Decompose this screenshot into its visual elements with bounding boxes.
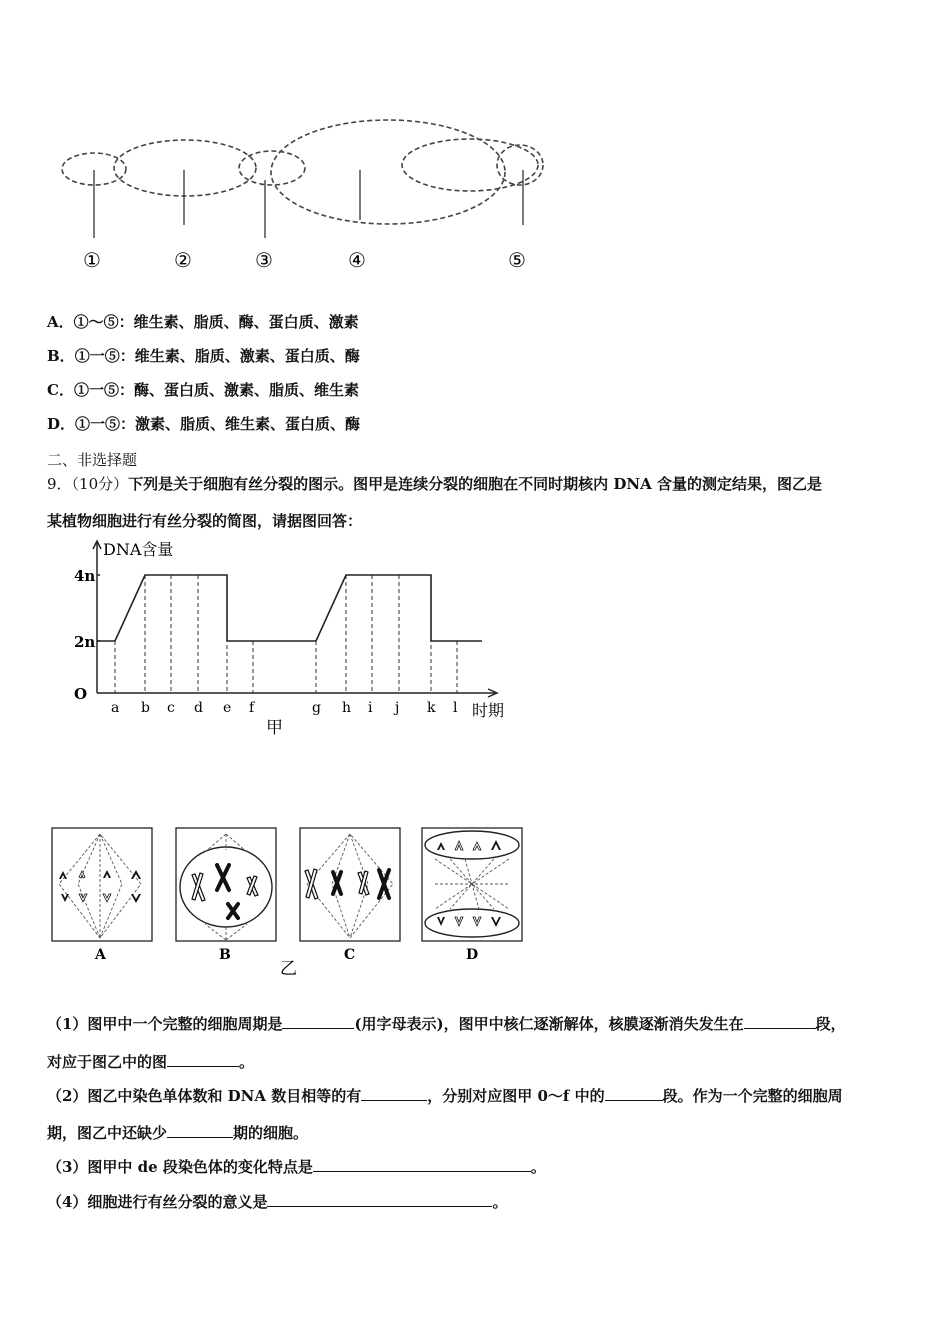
- option-a-letter: A．: [47, 313, 74, 331]
- option-b-letter: B．: [47, 347, 75, 365]
- x-tick-e: e: [223, 700, 232, 716]
- q9-score: （10分）: [71, 475, 129, 493]
- panel-d-label: D: [466, 947, 479, 963]
- q9-line1: [47, 473, 822, 494]
- panel-a: [52, 828, 152, 963]
- option-d-letter: D．: [47, 415, 76, 433]
- mitosis-figure: [45, 822, 535, 982]
- x-tick-b: b: [141, 700, 150, 716]
- x-tick-g: g: [312, 700, 321, 716]
- venn-label-4: ④: [348, 248, 366, 272]
- blank-2-figures[interactable]: [361, 1086, 427, 1101]
- subq-1-line1: [47, 1013, 846, 1034]
- series-dna-line: [97, 575, 482, 641]
- blank-1-cycle[interactable]: [282, 1014, 354, 1029]
- dna-content-chart: [70, 535, 530, 750]
- x-axis-label: 时期: [472, 701, 505, 720]
- q9-number: 9．: [47, 475, 72, 493]
- subq-2-line2: [47, 1122, 308, 1143]
- subq-1-text-c: 段，: [815, 1015, 846, 1033]
- subq-3-text-a: （3）图甲中 de 段染色体的变化特点是: [47, 1158, 313, 1176]
- option-d[interactable]: [47, 413, 360, 434]
- subq-2-line1: [47, 1085, 843, 1106]
- venn-label-3: ③: [255, 248, 273, 272]
- x-tick-j: j: [395, 700, 400, 716]
- subq-2-text-b: ，分别对应图甲 0～f 中的: [427, 1087, 605, 1105]
- panel-a-label: A: [95, 947, 106, 963]
- panel-c-label: C: [344, 947, 356, 963]
- ellipse-4: [271, 120, 505, 224]
- subq-1-text-e: 。: [239, 1053, 255, 1071]
- panel-b: [176, 828, 276, 963]
- option-c[interactable]: [47, 379, 359, 400]
- blank-3-features[interactable]: [313, 1157, 531, 1172]
- subq-2-text-c: 段。作为一个完整的细胞周: [662, 1087, 843, 1105]
- venn-label-1: ①: [83, 248, 101, 272]
- x-tick-d: d: [194, 700, 203, 716]
- venn-label-2: ②: [174, 248, 192, 272]
- x-tick-a: a: [111, 700, 120, 716]
- q9-line2: 某植物细胞进行有丝分裂的简图，请据图回答：: [47, 512, 363, 530]
- option-c-text: ①一⑤：酶、蛋白质、激素、脂质、维生素: [73, 381, 359, 399]
- ellipse-5b: [497, 145, 543, 185]
- subq-2-text-d: 期，图乙中还缺少: [47, 1124, 168, 1142]
- x-tick-i: i: [368, 700, 373, 716]
- subq-3-text-b: 。: [530, 1158, 546, 1176]
- q9-stem-1: 下列是关于细胞有丝分裂的图示。图甲是连续分裂的细胞在不同时期核内 DNA 含量的测定结果，图乙是: [128, 475, 822, 493]
- ellipse-5: [402, 139, 538, 191]
- subq-3: [47, 1156, 546, 1177]
- blank-4-significance[interactable]: [267, 1192, 492, 1207]
- blank-2-segments[interactable]: [605, 1086, 663, 1101]
- blank-1-segment[interactable]: [744, 1014, 816, 1029]
- subq-4-text-b: 。: [492, 1193, 508, 1211]
- subq-1-text-a: （1）图甲中一个完整的细胞周期是: [47, 1015, 283, 1033]
- subq-4: [47, 1191, 507, 1212]
- subq-1-text-d: 对应于图乙中的图: [47, 1053, 168, 1071]
- blank-1-figure[interactable]: [167, 1052, 239, 1067]
- option-d-text: ①一⑤：激素、脂质、维生素、蛋白质、酶: [75, 415, 361, 433]
- ellipse-2: [114, 140, 256, 196]
- blank-2-phase[interactable]: [167, 1123, 233, 1138]
- venn-label-5: ⑤: [508, 248, 526, 272]
- subq-1-line2: [47, 1051, 254, 1072]
- x-tick-c: c: [167, 700, 175, 716]
- panel-d: [422, 828, 522, 963]
- y-tick-1: 2n: [74, 633, 96, 651]
- subq-2-text-a: （2）图乙中染色单体数和 DNA 数目相等的有: [47, 1087, 362, 1105]
- ellipse-diagram: [50, 110, 570, 285]
- y-tick-0: O: [74, 685, 88, 703]
- section-title: 二、非选择题: [47, 451, 138, 469]
- x-tick-f: f: [249, 700, 255, 716]
- option-b-text: ①一⑤：维生素、脂质、激素、蛋白质、酶: [74, 347, 360, 365]
- option-b[interactable]: [47, 345, 360, 366]
- option-a[interactable]: [47, 311, 359, 332]
- y-tick-2: 4n: [74, 567, 96, 585]
- option-c-letter: C．: [47, 381, 74, 399]
- x-tick-h: h: [342, 700, 352, 716]
- subq-2-text-e: 期的细胞。: [233, 1124, 309, 1142]
- chart-title: 甲: [266, 718, 283, 738]
- subq-1-text-b: (用字母表示)，图甲中核仁逐渐解体，核膜逐渐消失发生在: [354, 1015, 744, 1033]
- panel-c: [300, 828, 400, 963]
- panel-b-label: B: [219, 947, 231, 963]
- y-axis-label: DNA含量: [103, 540, 174, 559]
- subq-4-text-a: （4）细胞进行有丝分裂的意义是: [47, 1193, 268, 1211]
- x-tick-k: k: [427, 700, 436, 716]
- x-tick-l: l: [453, 700, 458, 716]
- figure-yi-caption: 乙: [280, 959, 297, 979]
- option-a-text: ①～⑤：维生素、脂质、酶、蛋白质、激素: [73, 313, 359, 331]
